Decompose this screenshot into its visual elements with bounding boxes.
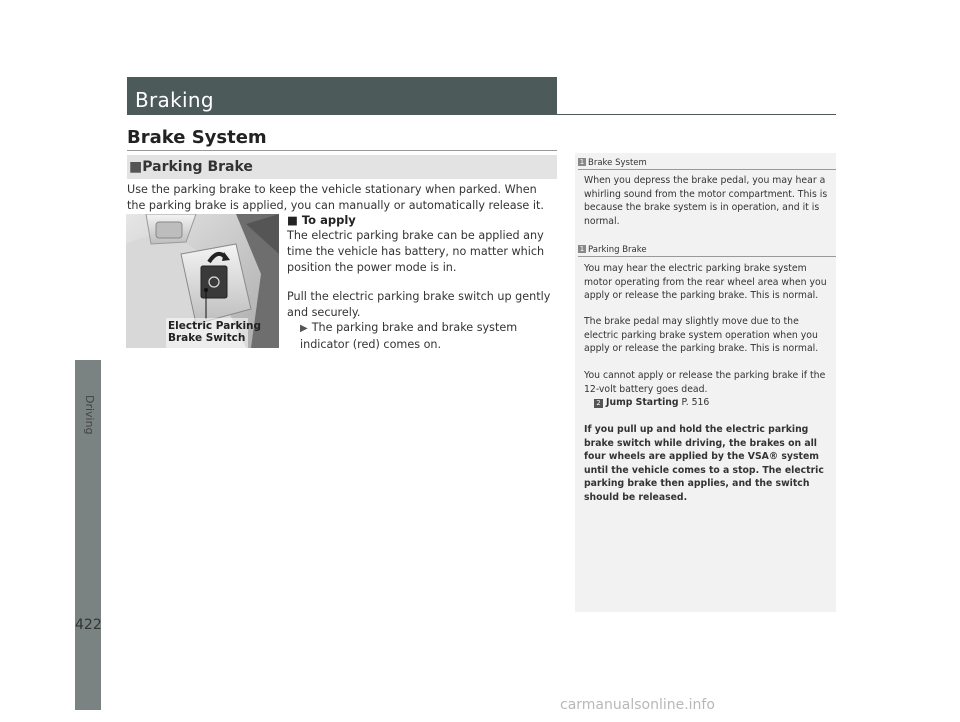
page-reference-icon: 2	[594, 399, 603, 408]
note-parking-brake-p3: You cannot apply or release the parking brake if the 12-volt battery goes dead.	[584, 370, 826, 395]
note-brake-system-text: When you depress the brake pedal, you may hear a whirling sound from the motor compartment. This is because the brake system is in operation, and it is normal.	[584, 175, 828, 227]
apply-paragraph-2: Pull the electric parking brake switch up gently and securely.	[287, 290, 551, 319]
page-number: 422	[75, 617, 102, 633]
note-parking-brake-p1: You may hear the electric parking brake system motor operating from the rear wheel area when you apply or release the parking brake. This is normal.	[584, 263, 827, 301]
note-parking-brake-p2: The brake pedal may slightly move due to the electric parking brake system operation when you apply or release the parking brake. This is normal.	[584, 316, 819, 354]
result-arrow-icon: ▶	[300, 323, 308, 334]
note-icon: 1	[579, 158, 585, 166]
note-rule	[578, 169, 836, 170]
apply-paragraph-1: The electric parking brake can be applied any time the vehicle has battery, no matter which position the power mode is in.	[287, 229, 545, 274]
image-callout-label: Electric Parking Brake Switch	[168, 320, 262, 344]
note-parking-brake-heading: 1 Parking Brake	[579, 245, 647, 255]
chapter-title: Braking	[135, 88, 214, 112]
watermark-text: carmanualsonline.info	[560, 697, 715, 713]
note-parking-brake-warning: If you pull up and hold the electric parking brake switch while driving, the brakes on all four wheels are applied by the VSA® system until the vehicle comes to a stop. The electric parking brake then applies, and the switch should be released.	[584, 424, 824, 503]
intro-paragraph: Use the parking brake to keep the vehicle stationary when parked. When the parking brake is applied, you can manually or automatically release it.	[127, 183, 544, 212]
jump-starting-reference-link[interactable]: 2 Jump Starting P. 516	[594, 396, 709, 410]
apply-result-bullet: ▶ The parking brake and brake system indicator (red) comes on.	[300, 321, 518, 351]
section-title: Brake System	[127, 127, 267, 148]
chapter-header-rule	[557, 114, 836, 115]
note-brake-system-heading: 1 Brake System	[579, 158, 647, 168]
subsection-title: ■Parking Brake	[129, 159, 253, 175]
side-tab-label: Driving	[83, 395, 96, 435]
note-icon: 1	[579, 245, 585, 253]
section-rule	[127, 150, 557, 151]
note-rule	[578, 256, 836, 257]
subsection-marker-icon: ■	[129, 159, 143, 175]
to-apply-heading: ■ To apply	[287, 213, 356, 227]
